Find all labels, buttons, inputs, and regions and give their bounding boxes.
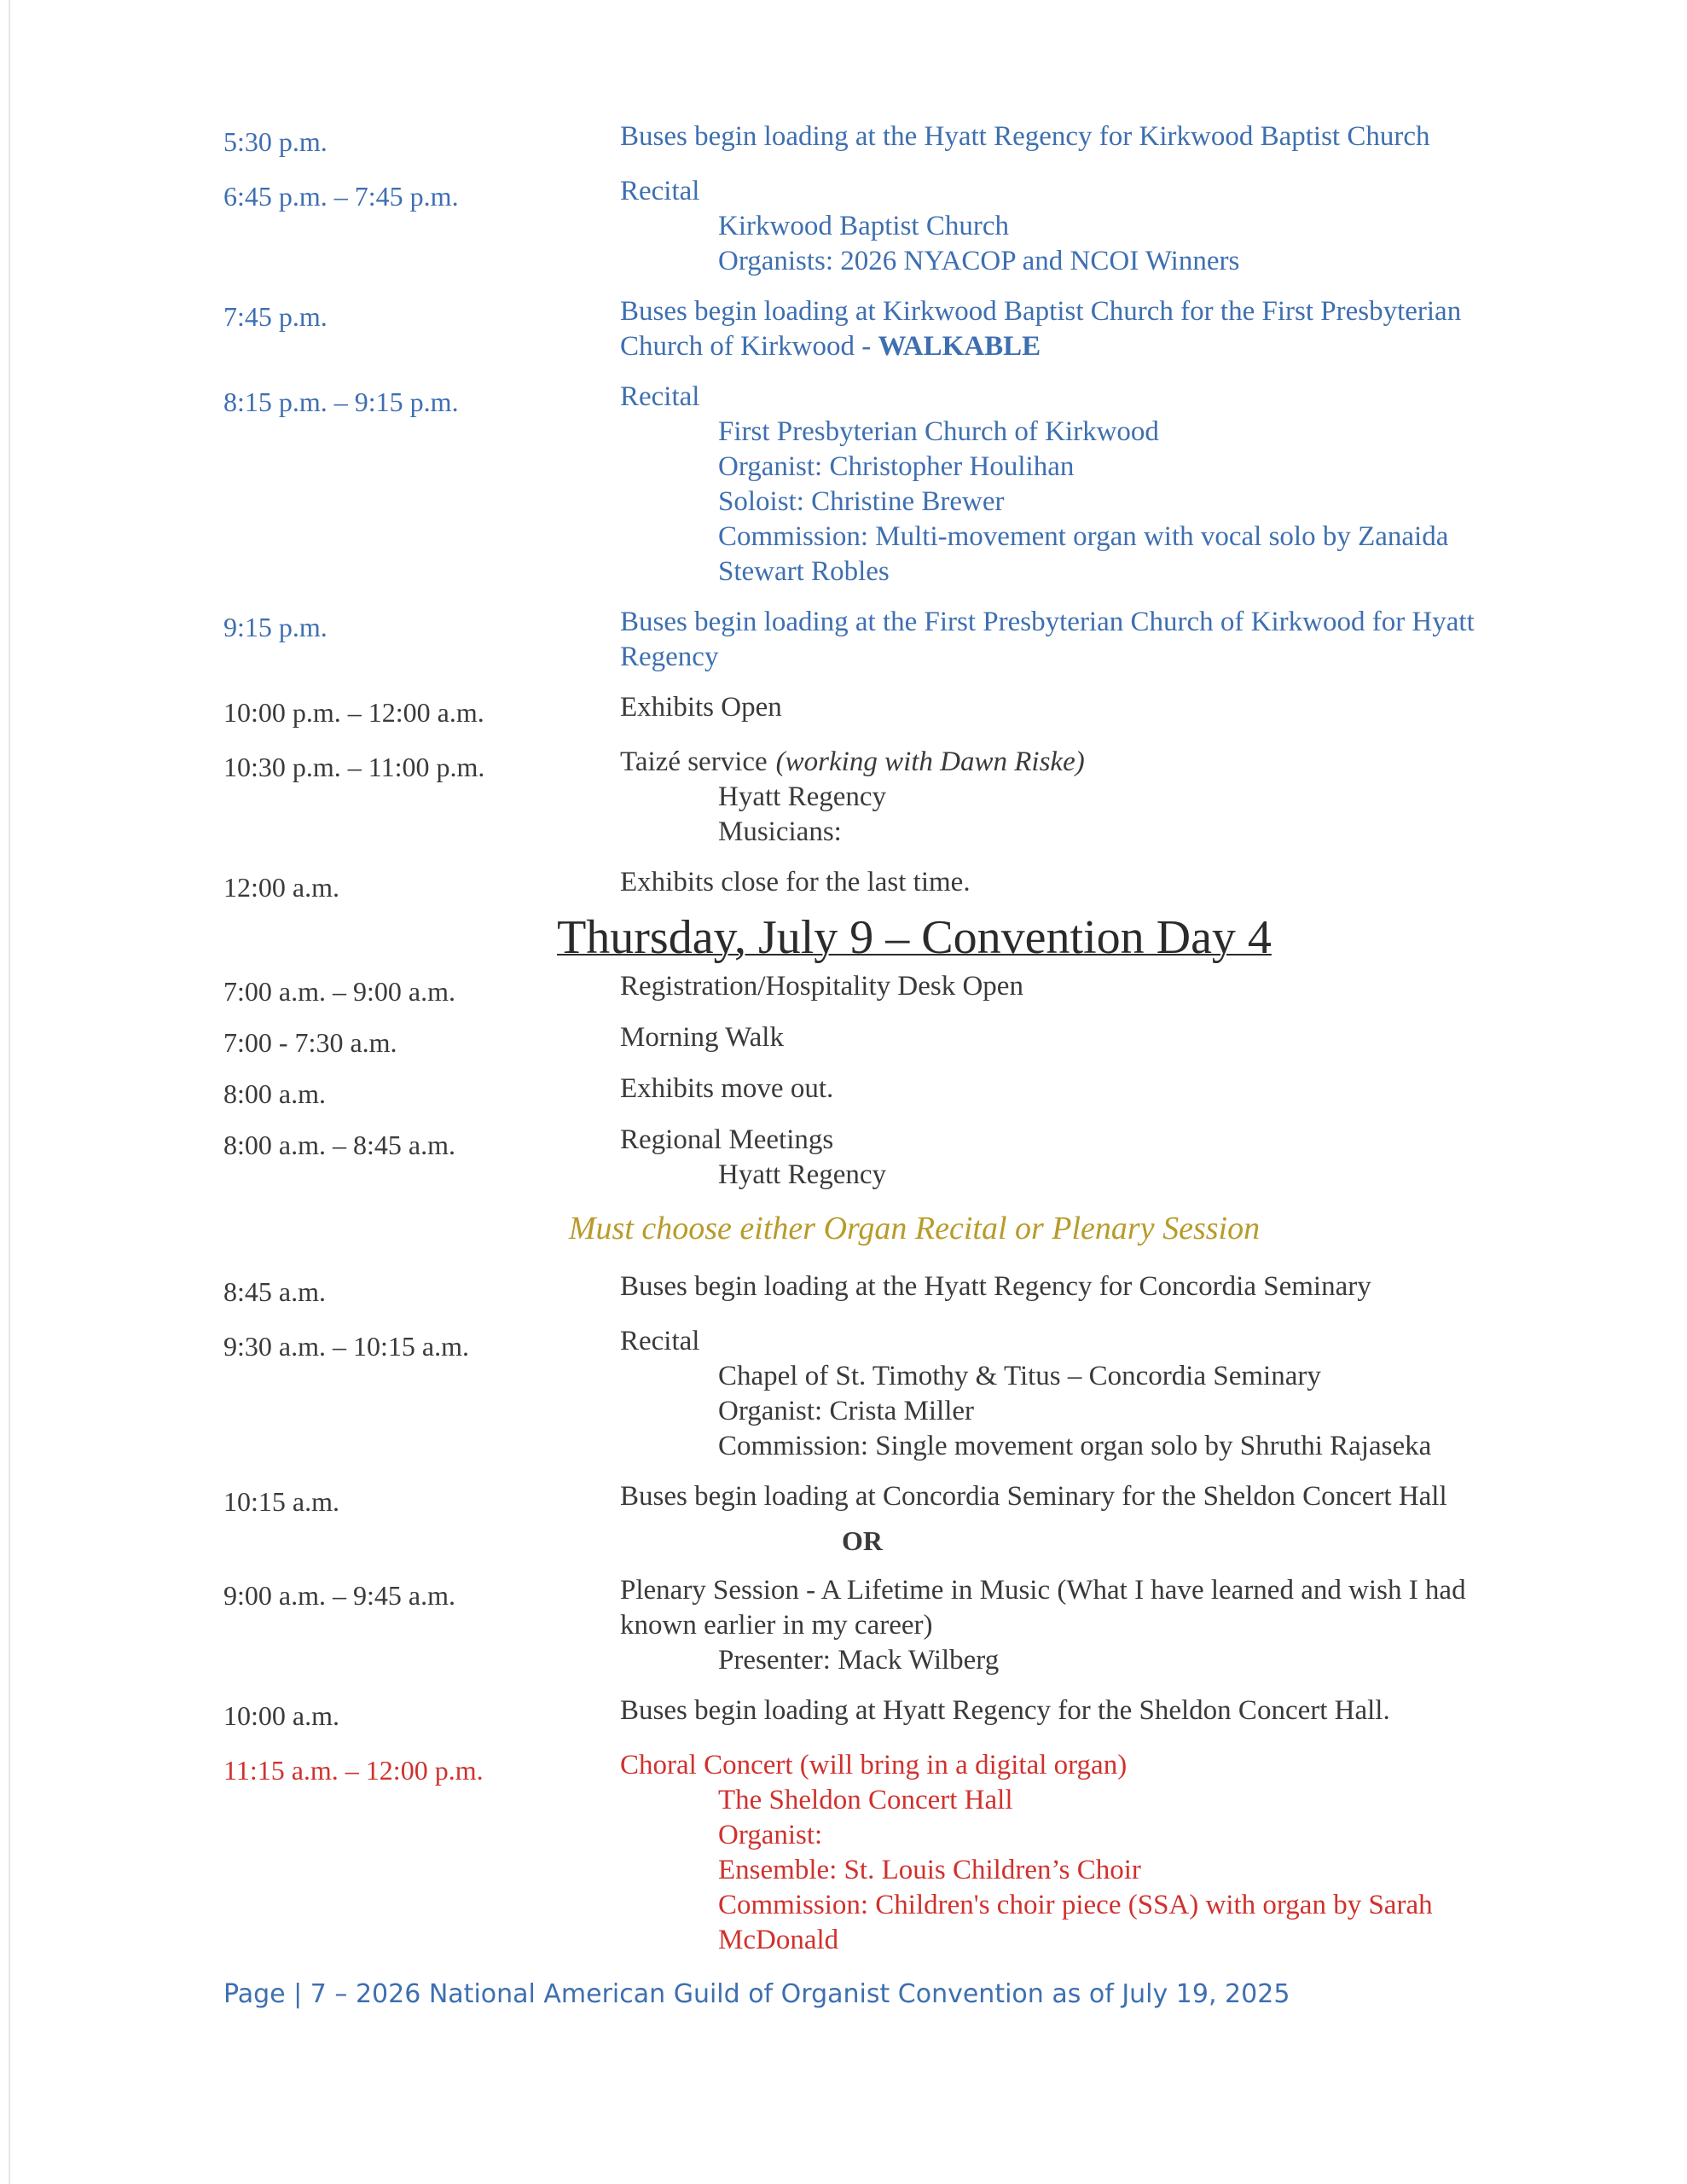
event-detail: Organist: Crista Miller bbox=[718, 1396, 975, 1426]
event-description bbox=[620, 1479, 1520, 1519]
event-time: 7:00 a.m. – 9:00 a.m. bbox=[223, 976, 455, 1007]
event-line: Buses begin loading at the First Presbyterian Church of Kirkwood for Hyatt Regency bbox=[620, 607, 1475, 672]
event-time: 9:15 p.m. bbox=[223, 612, 328, 642]
choice-heading: Must choose either Organ Recital or Plenary Session bbox=[568, 1211, 1261, 1246]
event-line: Registration/Hospitality Desk Open bbox=[620, 971, 1023, 1002]
event-row bbox=[223, 119, 1520, 159]
event-row bbox=[223, 1748, 1520, 1958]
day-heading-text: Thursday, July 9 – Convention Day 4 bbox=[557, 911, 1272, 964]
event-detail: Kirkwood Baptist Church bbox=[718, 211, 1009, 241]
event-row bbox=[223, 1269, 1520, 1309]
event-time: 5:30 p.m. bbox=[223, 126, 328, 157]
event-line: Exhibits move out. bbox=[620, 1073, 834, 1104]
event-row bbox=[223, 605, 1520, 675]
event-description bbox=[620, 1072, 1520, 1111]
event-title: Recital bbox=[620, 381, 700, 412]
event-description bbox=[620, 1269, 1520, 1309]
event-description bbox=[620, 865, 1520, 904]
event-title: Taizé service bbox=[620, 746, 768, 777]
event-description bbox=[620, 1020, 1520, 1060]
event-row bbox=[223, 174, 1520, 279]
or-divider: OR bbox=[842, 1525, 883, 1556]
event-line: Buses begin loading at Hyatt Regency for the Sheldon Concert Hall. bbox=[620, 1695, 1390, 1726]
event-line: Buses begin loading at the Hyatt Regency for Kirkwood Baptist Church bbox=[620, 121, 1430, 152]
event-line: Buses begin loading at Kirkwood Baptist Church for the First Presbyterian Church of Kirkwood - bbox=[620, 296, 1462, 362]
event-title: Choral Concert (will bring in a digital organ) bbox=[620, 1750, 1128, 1780]
event-description bbox=[620, 380, 1520, 590]
event-title: Recital bbox=[620, 1326, 700, 1356]
page-footer: Page | 7 – 2026 National American Guild of Organist Convention as of July 19, 2025 bbox=[223, 1979, 1290, 2009]
event-time: 8:00 a.m. – 8:45 a.m. bbox=[223, 1130, 455, 1160]
event-detail: Organist: Christopher Houlihan bbox=[718, 451, 1075, 482]
event-row bbox=[223, 294, 1520, 364]
event-time: 10:00 p.m. – 12:00 a.m. bbox=[223, 697, 484, 728]
event-detail: Chapel of St. Timothy & Titus – Concordia Seminary bbox=[718, 1361, 1321, 1391]
event-description bbox=[620, 690, 1520, 729]
event-line: Buses begin loading at Concordia Seminary for the Sheldon Concert Hall bbox=[620, 1481, 1447, 1512]
walkable-label: WALKABLE bbox=[878, 331, 1041, 362]
event-time: 8:45 a.m. bbox=[223, 1276, 326, 1307]
event-row bbox=[223, 1072, 1520, 1111]
event-row bbox=[223, 1324, 1520, 1464]
event-row bbox=[223, 1479, 1520, 1519]
event-description bbox=[620, 1748, 1520, 1958]
event-description bbox=[620, 1324, 1520, 1464]
event-detail: Commission: Children's choir piece (SSA) with organ by Sarah McDonald bbox=[718, 1890, 1433, 1955]
event-time: 12:00 a.m. bbox=[223, 872, 339, 903]
event-time: 7:00 - 7:30 a.m. bbox=[223, 1027, 397, 1058]
event-time: 7:45 p.m. bbox=[223, 301, 328, 332]
event-time: 10:15 a.m. bbox=[223, 1486, 339, 1517]
event-row bbox=[223, 1020, 1520, 1060]
day-heading bbox=[223, 911, 1520, 964]
event-line: Buses begin loading at the Hyatt Regency for Concordia Seminary bbox=[620, 1271, 1371, 1302]
event-line: Exhibits close for the last time. bbox=[620, 867, 971, 897]
page-edge bbox=[9, 0, 10, 2184]
event-row bbox=[223, 1123, 1520, 1193]
event-line: Morning Walk bbox=[620, 1022, 784, 1053]
event-description bbox=[620, 294, 1520, 364]
event-rider: (working with Dawn Riske) bbox=[775, 746, 1085, 777]
event-row bbox=[223, 865, 1520, 904]
event-row bbox=[223, 1573, 1520, 1678]
event-description bbox=[620, 1123, 1520, 1193]
schedule bbox=[223, 119, 1520, 1973]
event-detail: The Sheldon Concert Hall bbox=[718, 1785, 1013, 1815]
event-time: 9:00 a.m. – 9:45 a.m. bbox=[223, 1580, 455, 1611]
event-detail: Presenter: Mack Wilberg bbox=[718, 1645, 1000, 1676]
event-time: 9:30 a.m. – 10:15 a.m. bbox=[223, 1331, 469, 1362]
event-row bbox=[223, 745, 1520, 850]
event-title: Plenary Session - A Lifetime in Music (What I have learned and wish I had known earlier in my career) bbox=[620, 1575, 1466, 1641]
event-line: Exhibits Open bbox=[620, 692, 782, 723]
event-description bbox=[620, 1693, 1520, 1733]
event-detail: Ensemble: St. Louis Children’s Choir bbox=[718, 1855, 1141, 1885]
event-time: 10:00 a.m. bbox=[223, 1700, 339, 1731]
event-description bbox=[620, 1573, 1520, 1678]
event-description bbox=[620, 119, 1520, 159]
event-detail: Commission: Single movement organ solo by Shruthi Rajaseka bbox=[718, 1431, 1432, 1461]
event-description bbox=[620, 969, 1520, 1008]
event-detail: Hyatt Regency bbox=[718, 1159, 887, 1190]
event-row bbox=[223, 969, 1520, 1008]
event-time: 11:15 a.m. – 12:00 p.m. bbox=[223, 1755, 484, 1786]
event-time: 10:30 p.m. – 11:00 p.m. bbox=[223, 752, 485, 782]
event-time: 8:00 a.m. bbox=[223, 1078, 326, 1109]
event-detail: Organists: 2026 NYACOP and NCOI Winners bbox=[718, 246, 1240, 276]
event-row bbox=[223, 1693, 1520, 1733]
event-detail: Soloist: Christine Brewer bbox=[718, 486, 1005, 517]
event-description bbox=[620, 605, 1520, 675]
event-detail: Commission: Multi-movement organ with vocal solo by Zanaida Stewart Robles bbox=[718, 521, 1449, 587]
event-detail: Musicians: bbox=[718, 816, 842, 847]
event-detail: First Presbyterian Church of Kirkwood bbox=[718, 416, 1159, 447]
event-description bbox=[620, 174, 1520, 279]
event-title: Regional Meetings bbox=[620, 1124, 834, 1155]
event-description bbox=[620, 745, 1520, 850]
event-detail: Hyatt Regency bbox=[718, 781, 887, 812]
event-time: 8:15 p.m. – 9:15 p.m. bbox=[223, 386, 459, 417]
event-time: 6:45 p.m. – 7:45 p.m. bbox=[223, 181, 459, 212]
event-detail: Organist: bbox=[718, 1820, 823, 1850]
event-row bbox=[223, 690, 1520, 729]
event-row bbox=[223, 380, 1520, 590]
event-title: Recital bbox=[620, 176, 700, 206]
